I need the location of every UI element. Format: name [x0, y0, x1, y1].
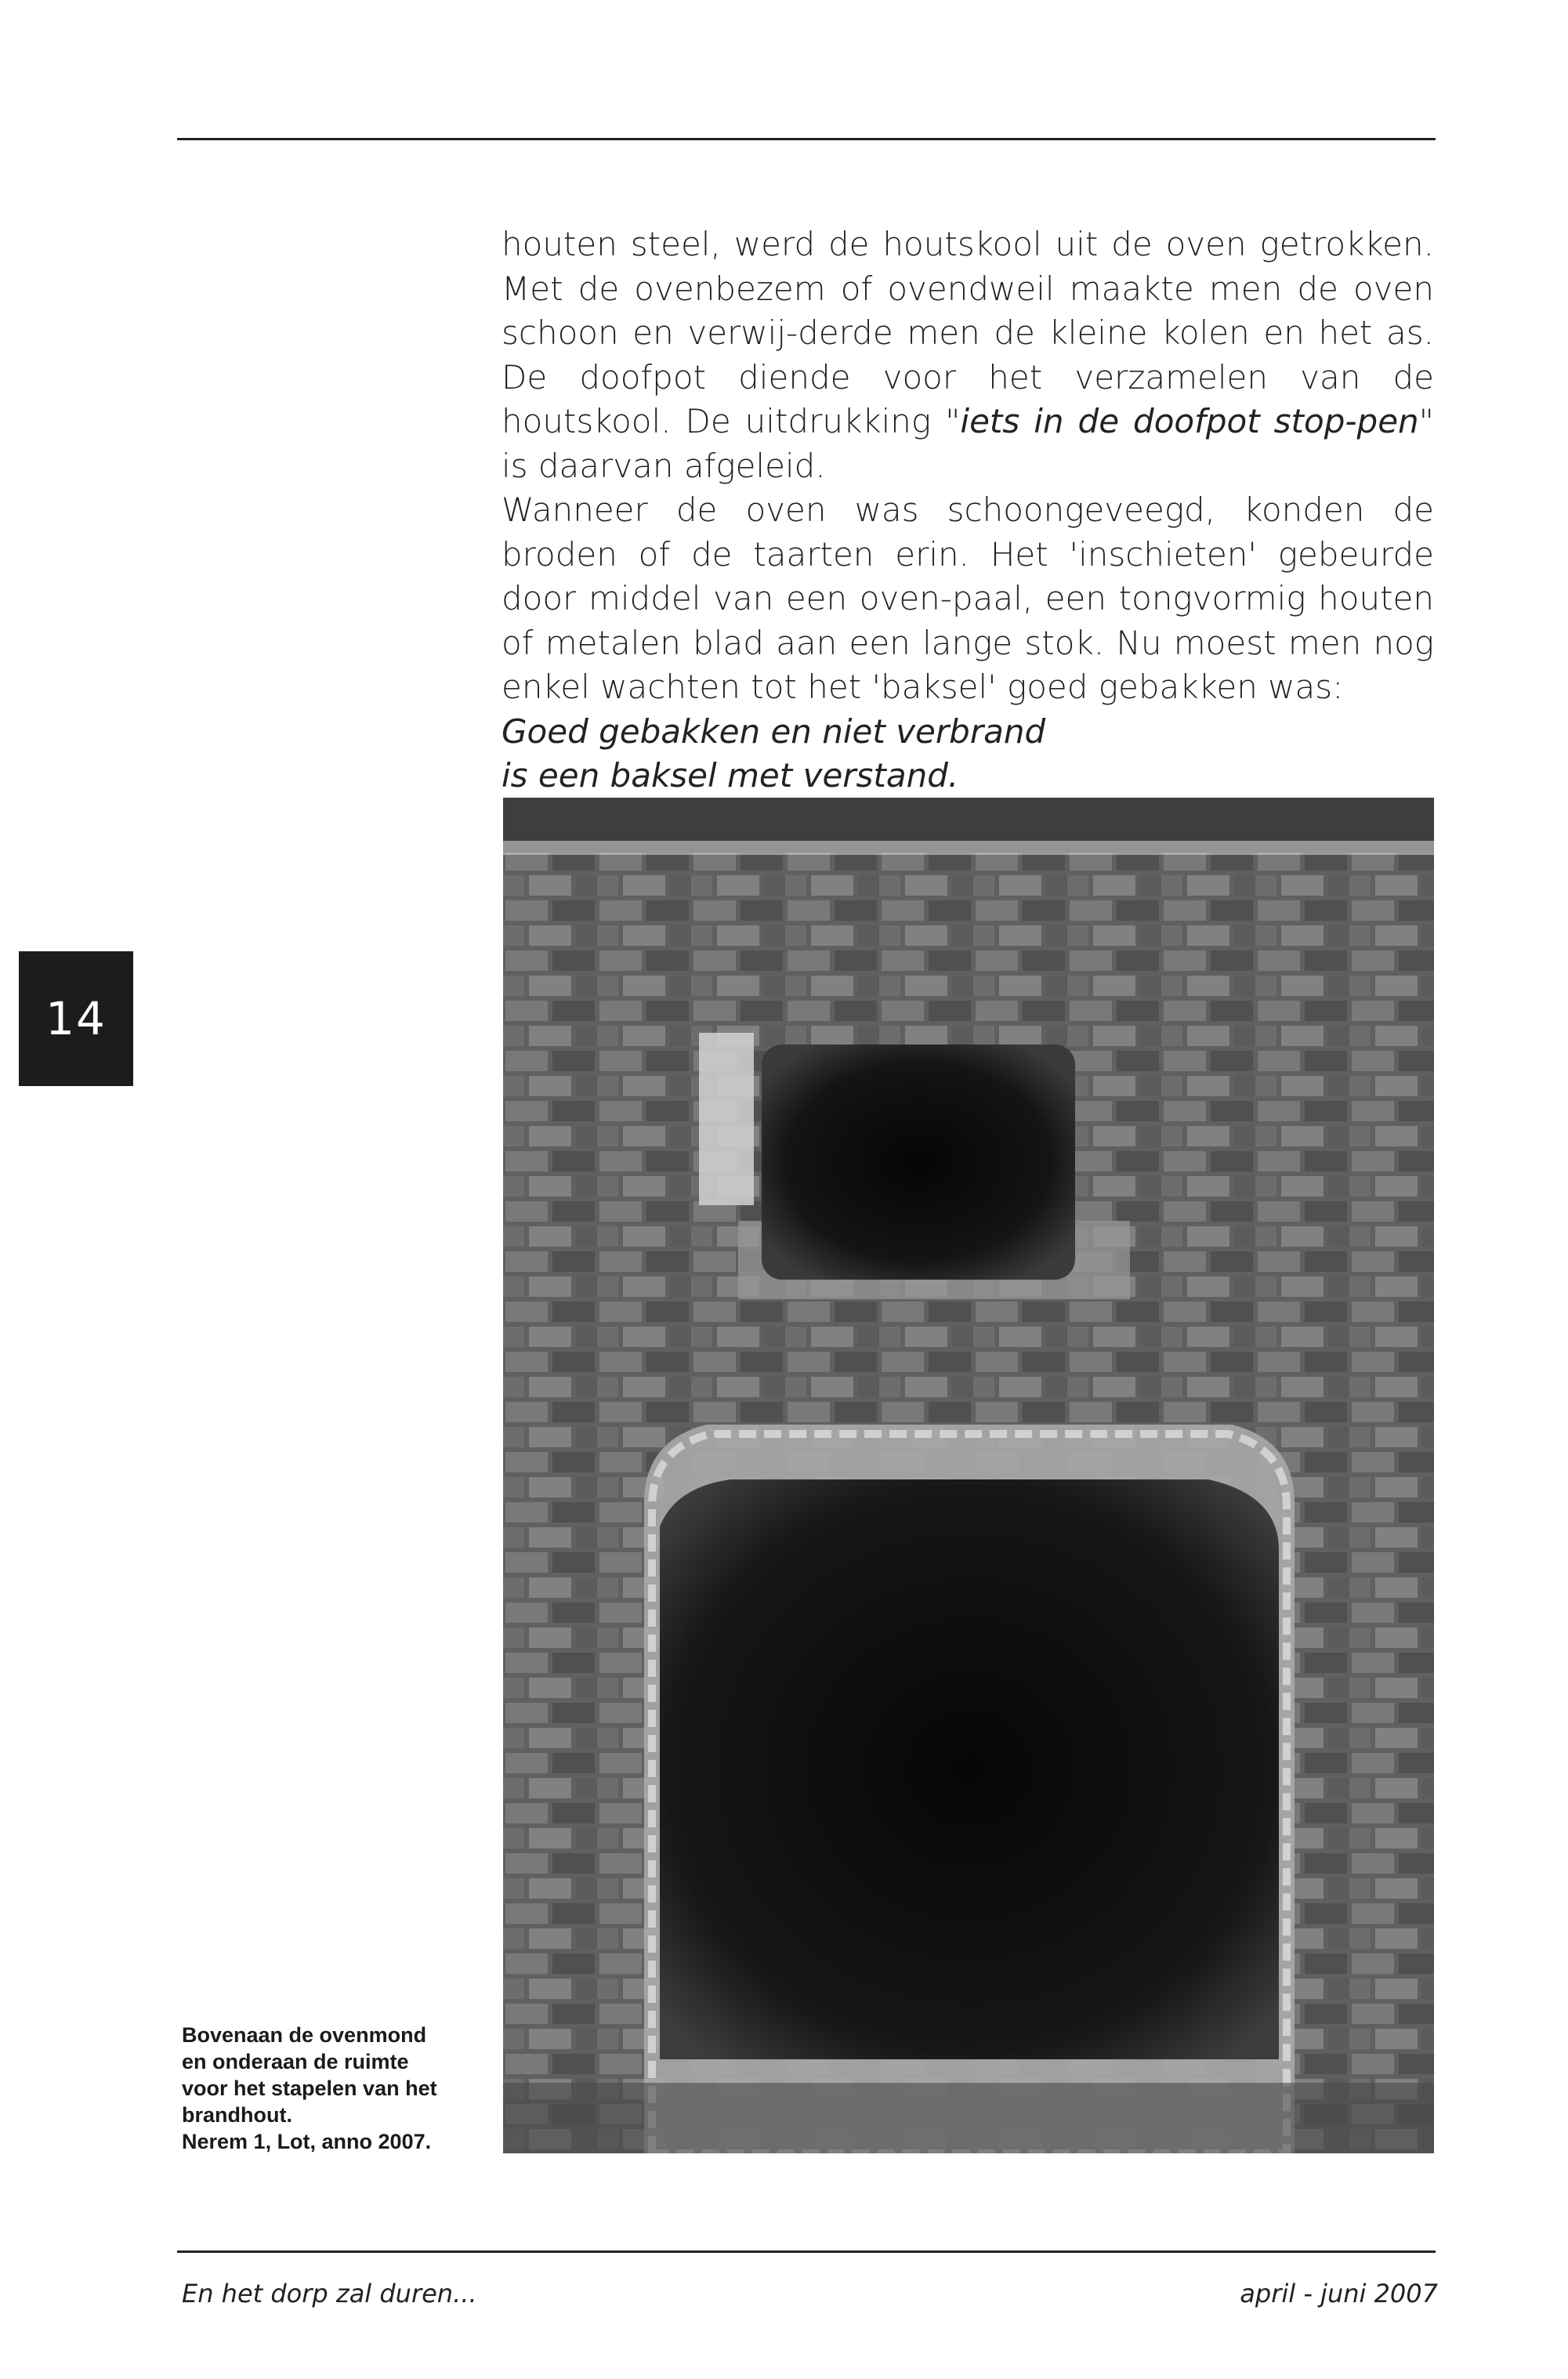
footer-issue-date: april - juni 2007 [1240, 2279, 1438, 2308]
caption-line: en onderaan de ruimte [182, 2050, 409, 2073]
verse-line-2: is een baksel met verstand. [502, 756, 959, 795]
caption-line: brandhout. [182, 2103, 292, 2127]
caption-line: Bovenaan de ovenmond [182, 2023, 427, 2047]
page-number: 14 [45, 992, 107, 1045]
header-rule [177, 138, 1436, 140]
paragraph-1: houten steel, werd de houtskool uit de oven getrokken. Met de ovenbezem of ovendweil maakte men de oven schoon en verwij-derde men de kleine kolen en het as. De doofpot diende voor het verzamelen van de houtskool. De uitdrukking "iets in de doofpot stop-pen" is daarvan afgeleid. [502, 225, 1434, 485]
verse-line-1: Goed gebakken en niet verbrand [502, 712, 1046, 751]
article-body [502, 223, 1434, 798]
caption-line: Nerem 1, Lot, anno 2007. [182, 2130, 432, 2153]
paragraph-2: Wanneer de oven was schoongeveegd, konden de broden of de taarten erin. Het 'inschieten' gebeurde door middel van een oven-paal, een tongvormig houten of metalen blad aan een lange stok. Nu moest men nog enkel wachten tot het 'baksel' goed gebakken was: [502, 491, 1434, 706]
idiom-quote: iets in de doofpot stop-pen [960, 402, 1419, 440]
footer-rule [177, 2250, 1436, 2253]
page-number-tab [19, 951, 133, 1086]
oven-photo [503, 798, 1434, 2153]
verse [502, 710, 1434, 798]
photo-caption [182, 2022, 480, 2155]
footer-publication-title: En het dorp zal duren... [182, 2279, 477, 2308]
caption-line: voor het stapelen van het [182, 2077, 437, 2100]
